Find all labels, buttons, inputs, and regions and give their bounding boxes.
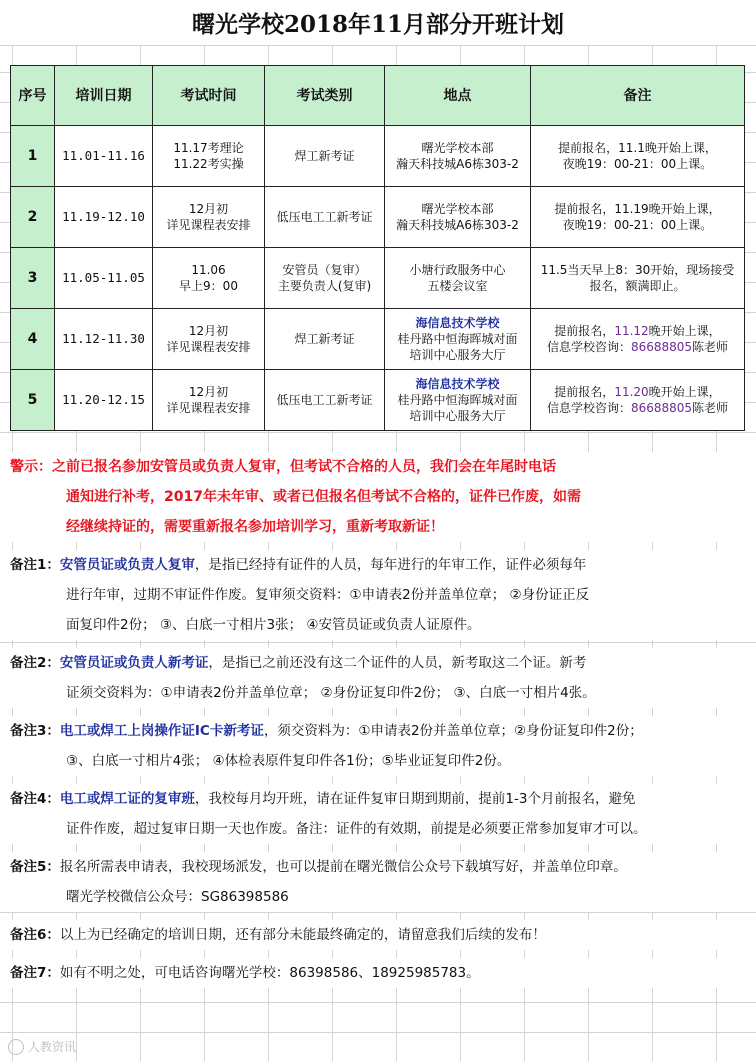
note-text-line (0, 784, 756, 814)
note-text: ③、白底一寸相片4张； ④体检表原件复印件各1份；⑤毕业证复印件2份。 (66, 753, 511, 769)
location-line: 瀚天科技城A6栋303-2 (396, 157, 519, 171)
header-cell-note: 备注 (531, 66, 745, 126)
exam-line: 12月初 (188, 324, 229, 338)
category-line: 主要负责人(复审) (277, 279, 372, 293)
warning-text: 经继续持证的，需要重新报名参加培训学习，重新考取新证！ (66, 519, 444, 535)
note-text-line (0, 852, 756, 882)
table-header-row (11, 66, 745, 126)
note-text-line (0, 920, 756, 950)
table-row (11, 248, 745, 309)
category-line: 焊工新考证 (294, 149, 355, 163)
watermark (8, 1038, 76, 1055)
note-label: 备注2： (10, 655, 60, 671)
cell-seq: 1 (11, 126, 55, 187)
cell-date: 11.05-11.05 (55, 248, 153, 309)
exam-line: 详见课程表安排 (166, 218, 251, 232)
category-line: 低压电工工新考证 (276, 210, 373, 224)
header-cell-location: 地点 (385, 66, 531, 126)
table-row (11, 187, 745, 248)
note-text: 以上为已经确定的培训日期，还有部分未能最终确定的，请留意我们后续的发布！ (59, 927, 546, 943)
note-fragment: 夜晚19：00-21：00上课。 (562, 157, 713, 171)
header-cell-category: 考试类别 (265, 66, 385, 126)
warning-line (0, 512, 756, 542)
note-text: ，须交资料为：①申请表2份并盖单位章；②身份证复印件2份； (263, 723, 643, 739)
note-label: 备注5： (10, 859, 60, 875)
cell-note (531, 126, 745, 187)
note-gap (0, 950, 756, 958)
note-line (533, 323, 742, 339)
note-fragment: 11.5当天早上8：30开始，现场接受 (540, 263, 735, 277)
note-gap (0, 708, 756, 716)
cell-seq: 4 (11, 309, 55, 370)
note-text: ，我校每月均开班，请在证件复审日期到期前，提前1-3个月前报名，避免 (194, 791, 636, 807)
schedule-table (10, 65, 745, 431)
note-text: 面复印件2份； ③、白底一寸相片3张； ④安管员证或负责人证原件。 (66, 617, 481, 633)
location-line: 曙光学校本部 (421, 202, 494, 216)
note-text-line (0, 678, 756, 708)
watermark-icon (8, 1039, 24, 1055)
location-line: 小塘行政服务中心 (409, 263, 506, 277)
note-fragment: 陈老师 (692, 401, 729, 415)
note-line (533, 262, 742, 278)
note-fragment: 晚开始上课， (648, 324, 721, 338)
note-highlight: 安管员证或负责人新考证 (59, 655, 209, 671)
category-line: 低压电工工新考证 (276, 393, 373, 407)
note-gap (0, 640, 756, 648)
cell-category (265, 309, 385, 370)
note-fragment: 86688805 (630, 340, 693, 354)
cell-note (531, 309, 745, 370)
note-label: 备注3： (10, 723, 60, 739)
note-line (533, 339, 742, 355)
cell-exam (153, 370, 265, 431)
note-fragment: 提前报名，11.19晚开始上课， (554, 202, 721, 216)
cell-seq: 2 (11, 187, 55, 248)
location-line: 桂丹路中恒海晖城对面 (397, 332, 518, 346)
note-fragment: 陈老师 (692, 340, 729, 354)
watermark-text: 人教资讯 (28, 1040, 77, 1054)
note-fragment: 提前报名， (554, 385, 615, 399)
notes-section (0, 452, 756, 988)
warning-text: 通知进行补考，2017年未年审、或者已但报名但考试不合格的，证件已作废，如需 (66, 489, 581, 505)
note-text: 证件作废，超过复审日期一天也作废。备注：证件的有效期，前提是必须要正常参加复审才可以。 (66, 821, 647, 837)
table-row (11, 370, 745, 431)
cell-seq: 5 (11, 370, 55, 431)
cell-date: 11.01-11.16 (55, 126, 153, 187)
note-highlight: 安管员证或负责人复审 (59, 557, 195, 573)
warning-line (0, 482, 756, 512)
warning-text: 之前已报名参加安管员或负责人复审，但考试不合格的人员，我们会在年尾时电话 (52, 459, 556, 475)
note-highlight: 电工或焊工上岗操作证IC卡新考证 (59, 723, 264, 739)
note-fragment: 86688805 (630, 401, 693, 415)
warning-line (0, 452, 756, 482)
note-text: 证须交资料为：①申请表2份并盖单位章； ②身份证复印件2份； ③、白底一寸相片4张。 (66, 685, 596, 701)
cell-location (385, 126, 531, 187)
note-text-line (0, 814, 756, 844)
note-line (533, 217, 742, 233)
location-org: 海信息技术学校 (415, 377, 500, 391)
note-text-line (0, 610, 756, 640)
header-cell-exam: 考试时间 (153, 66, 265, 126)
cell-location (385, 248, 531, 309)
cell-note (531, 370, 745, 431)
note-text: 进行年审，过期不审证件作废。复审须交资料：①申请表2份并盖单位章； ②身份证正反 (66, 587, 590, 603)
note-highlight: 电工或焊工证的复审班 (59, 791, 195, 807)
note-label: 备注6： (10, 927, 60, 943)
cell-category (265, 370, 385, 431)
table-row (11, 309, 745, 370)
note-fragment: 11.20 (614, 385, 649, 399)
note-fragment: 夜晚19：00-21：00上课。 (562, 218, 713, 232)
note-text-line (0, 716, 756, 746)
warning-label: 警示： (10, 459, 52, 475)
cell-category (265, 187, 385, 248)
location-line: 培训中心服务大厅 (409, 348, 506, 362)
cell-category (265, 248, 385, 309)
note-text-line (0, 550, 756, 580)
note-text: ，是指已之前还没有这二个证件的人员，新考取这二个证。新考 (208, 655, 587, 671)
location-line: 培训中心服务大厅 (409, 409, 506, 423)
note-line (533, 140, 742, 156)
note-fragment: 提前报名，11.1晚开始上课， (558, 141, 717, 155)
cell-date: 11.12-11.30 (55, 309, 153, 370)
location-line: 桂丹路中恒海晖城对面 (397, 393, 518, 407)
exam-line: 详见课程表安排 (166, 340, 251, 354)
note-text-line (0, 648, 756, 678)
note-gap (0, 912, 756, 920)
header-cell-seq: 序号 (11, 66, 55, 126)
location-line: 瀚天科技城A6栋303-2 (396, 218, 519, 232)
note-line (533, 384, 742, 400)
exam-line: 11.17考理论 (173, 141, 244, 155)
category-line: 安管员（复审） (282, 263, 367, 277)
note-fragment: 提前报名， (554, 324, 615, 338)
note-text-line (0, 746, 756, 776)
location-line: 曙光学校本部 (421, 141, 494, 155)
note-line (533, 156, 742, 172)
table-row (11, 126, 745, 187)
cell-date: 11.19-12.10 (55, 187, 153, 248)
note-fragment: 报名，额满即止。 (589, 279, 686, 293)
cell-note (531, 187, 745, 248)
cell-exam (153, 309, 265, 370)
cell-category (265, 126, 385, 187)
exam-line: 11.06 (191, 263, 226, 277)
note-line (533, 278, 742, 294)
location-org: 海信息技术学校 (415, 316, 500, 330)
cell-date: 11.20-12.15 (55, 370, 153, 431)
exam-line: 详见课程表安排 (166, 401, 251, 415)
note-label: 备注4： (10, 791, 60, 807)
note-text-line (0, 580, 756, 610)
note-fragment: 信息学校咨询： (546, 340, 631, 354)
cell-note (531, 248, 745, 309)
note-fragment: 晚开始上课， (648, 385, 721, 399)
cell-location (385, 187, 531, 248)
note-fragment: 11.12 (614, 324, 649, 338)
note-label: 备注1： (10, 557, 60, 573)
note-text: 如有不明之处，可电话咨询曙光学校：86398586、18925985783。 (59, 965, 480, 981)
note-text: ，是指已经持有证件的人员，每年进行的年审工作，证件必须每年 (194, 557, 587, 573)
cell-exam (153, 248, 265, 309)
cell-location (385, 370, 531, 431)
cell-exam (153, 187, 265, 248)
note-fragment: 信息学校咨询： (546, 401, 631, 415)
header-cell-date: 培训日期 (55, 66, 153, 126)
exam-line: 11.22考实操 (173, 157, 244, 171)
cell-exam (153, 126, 265, 187)
exam-line: 早上9：00 (179, 279, 238, 293)
page-title: 曙光学校2018年11月部分开班计划 (0, 0, 756, 46)
category-line: 焊工新考证 (294, 332, 355, 346)
note-label: 备注7： (10, 965, 60, 981)
cell-seq: 3 (11, 248, 55, 309)
location-line: 五楼会议室 (427, 279, 488, 293)
note-text: 曙光学校微信公众号：SG86398586 (66, 889, 289, 905)
note-text-line (0, 882, 756, 912)
note-gap (0, 776, 756, 784)
exam-line: 12月初 (188, 202, 229, 216)
cell-location (385, 309, 531, 370)
note-line (533, 400, 742, 416)
note-text-line (0, 958, 756, 988)
note-line (533, 201, 742, 217)
note-gap (0, 844, 756, 852)
note-text: 报名所需表申请表，我校现场派发，也可以提前在曙光微信公众号下载填写好，并盖单位印章。 (59, 859, 627, 875)
exam-line: 12月初 (188, 385, 229, 399)
